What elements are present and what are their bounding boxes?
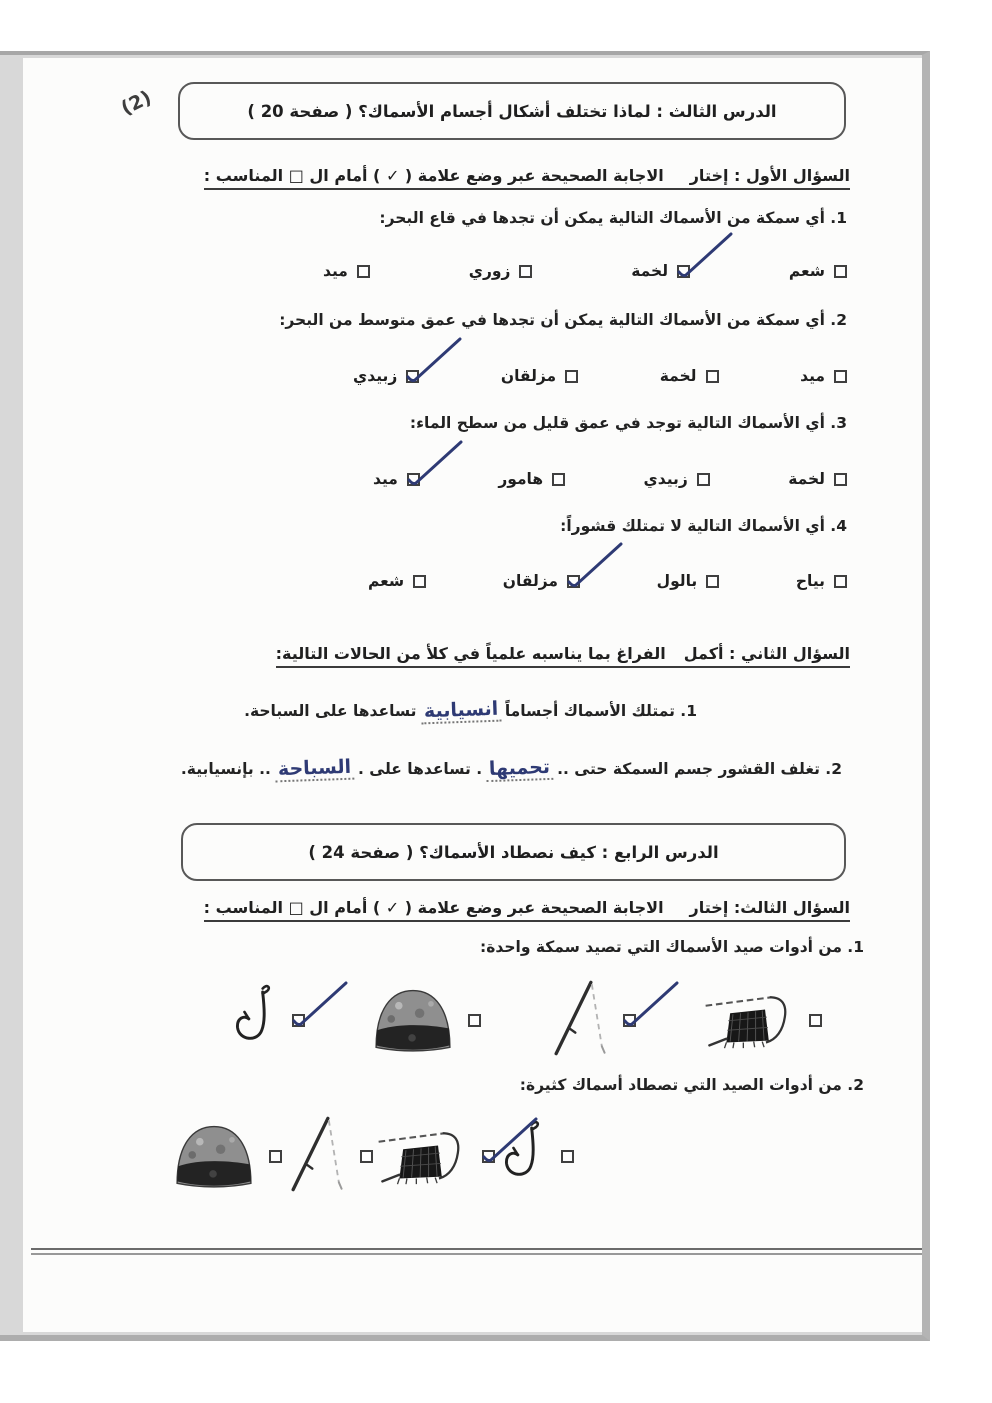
- checkbox[interactable]: [468, 1014, 481, 1027]
- tool-question-text: 1. من أدوات صيد الأسماك التي تصيد سمكة واحدة:: [480, 938, 864, 956]
- gargoor-trap-icon: [370, 983, 456, 1053]
- printed-text: .. بإنسيابية.: [180, 760, 271, 778]
- mc-option[interactable]: [789, 262, 847, 280]
- fill-blank-line: [244, 697, 697, 723]
- mc-option[interactable]: [469, 262, 533, 280]
- mc-options-row: [368, 564, 847, 598]
- scanned-worksheet: [0, 51, 930, 1341]
- lesson3-title-box: [178, 82, 846, 140]
- checkbox[interactable]: [834, 473, 847, 486]
- mc-options-row: [373, 462, 847, 496]
- checkbox[interactable]: [623, 1014, 636, 1027]
- header-part: الفراغ بما يناسبه علمياً في كلأ من الحالات التالية:: [275, 644, 666, 663]
- checkbox[interactable]: [519, 265, 532, 278]
- checkbox[interactable]: [834, 265, 847, 278]
- mc-option[interactable]: [644, 470, 710, 488]
- option-label: مزلقان: [502, 572, 559, 590]
- question-three-header: [204, 898, 850, 922]
- checkbox[interactable]: [834, 575, 847, 588]
- handwritten-check-icon: [402, 438, 466, 490]
- lesson4-title: الدرس الرابع : كيف نصطاد الأسماك؟ ( صفحة 24 ): [308, 842, 719, 862]
- option-label: بياح: [795, 572, 825, 590]
- fishing-rod-icon: [284, 1111, 348, 1197]
- mc-question-text: 3. أي الأسماك التالية توجد في عمق قليل من سطح الماء:: [409, 414, 847, 432]
- tool-image: [547, 975, 611, 1065]
- header-part: الاجابة الصحيحة عبر وضع علامة ( ✓ ) أمام ال □ المناسب :: [203, 898, 664, 917]
- mc-option[interactable]: [368, 572, 426, 590]
- handwritten-check-icon: [618, 979, 682, 1031]
- fishing-net-icon: [374, 1121, 470, 1187]
- lesson4-title-box: [181, 823, 846, 881]
- option-label: شعم: [788, 262, 825, 280]
- header-part: السؤال الثالث: إختار: [689, 898, 850, 917]
- tool-option[interactable]: [284, 1111, 373, 1201]
- mc-option[interactable]: [788, 470, 847, 488]
- checkbox[interactable]: [360, 1150, 373, 1163]
- printed-text: 2. تغلف القشور جسم السمكة حتى ..: [557, 760, 842, 778]
- handwritten-answer[interactable]: انسيابية: [420, 699, 501, 725]
- option-label: لخمة: [788, 470, 825, 488]
- mc-option[interactable]: [323, 262, 370, 280]
- checkbox[interactable]: [269, 1150, 282, 1163]
- fishing-hook-icon: [228, 979, 280, 1057]
- handwritten-answer[interactable]: تحميها: [486, 757, 554, 782]
- checkbox[interactable]: [413, 575, 426, 588]
- handwritten-check-icon: [562, 540, 626, 592]
- header-part: الاجابة الصحيحة عبر وضع علامة ( ✓ ) أمام ال □ المناسب :: [203, 166, 664, 185]
- question-two-header: [276, 644, 850, 668]
- handwritten-page-number: (2): [117, 86, 155, 120]
- bottom-divider: [31, 1248, 922, 1255]
- mc-option[interactable]: [800, 367, 847, 385]
- mc-option[interactable]: [657, 572, 720, 590]
- fishing-net-icon: [701, 985, 797, 1051]
- printed-text: تساعدها على السباحة.: [244, 702, 417, 720]
- tool-image: [701, 985, 797, 1055]
- tool-options-row: [228, 974, 822, 1066]
- tool-image: [284, 1111, 348, 1201]
- tool-image: [374, 1121, 470, 1191]
- option-label: ميد: [323, 262, 348, 280]
- option-label: ميد: [800, 367, 825, 385]
- handwritten-check-icon: [287, 979, 351, 1031]
- tool-option[interactable]: [370, 983, 481, 1057]
- checkbox[interactable]: [357, 265, 370, 278]
- tool-image: [171, 1119, 257, 1193]
- tool-image: [370, 983, 456, 1057]
- printed-text: 1. تمتلك الأسماك أجساماً: [504, 702, 697, 720]
- mc-option[interactable]: [503, 572, 580, 590]
- option-label: ميد: [373, 470, 398, 488]
- mc-options-row: [323, 254, 847, 288]
- option-label: شعم: [368, 572, 405, 590]
- checkbox[interactable]: [834, 370, 847, 383]
- mc-options-row: [353, 359, 847, 393]
- tool-option[interactable]: [374, 1121, 495, 1191]
- checkbox[interactable]: [292, 1014, 305, 1027]
- mc-option[interactable]: [353, 367, 419, 385]
- worksheet-page: [23, 58, 922, 1332]
- fishing-hook-icon: [497, 1115, 549, 1193]
- fishing-rod-icon: [547, 975, 611, 1061]
- mc-option[interactable]: [796, 572, 847, 590]
- mc-option[interactable]: [660, 367, 719, 385]
- checkbox[interactable]: [482, 1150, 495, 1163]
- checkbox[interactable]: [407, 473, 420, 486]
- option-label: بالول: [656, 572, 698, 590]
- header-part: السؤال الأول : إختار: [689, 166, 850, 185]
- checkbox[interactable]: [809, 1014, 822, 1027]
- option-label: هامور: [498, 470, 544, 488]
- tool-option[interactable]: [497, 1115, 574, 1197]
- tool-option[interactable]: [701, 985, 822, 1055]
- checkbox[interactable]: [567, 575, 580, 588]
- tool-options-row: [171, 1110, 574, 1202]
- mc-option[interactable]: [631, 262, 690, 280]
- question-one-header: [204, 166, 850, 190]
- printed-text: . تساعدها على .: [358, 760, 483, 778]
- mc-question-text: 1. أي سمكة من الأسماك التالية يمكن أن تجدها في قاع البحر:: [379, 209, 847, 227]
- checkbox[interactable]: [552, 473, 565, 486]
- mc-question-text: 4. أي الأسماك التالية لا تمتلك قشوراً:: [560, 517, 847, 535]
- checkbox[interactable]: [697, 473, 710, 486]
- option-label: لخمة: [631, 262, 669, 280]
- tool-image: [497, 1115, 549, 1197]
- option-label: زبيدي: [353, 367, 398, 385]
- tool-option[interactable]: [547, 975, 636, 1065]
- handwritten-check-icon: [401, 335, 465, 387]
- tool-image: [228, 979, 280, 1061]
- tool-option[interactable]: [228, 979, 305, 1061]
- option-label: لخمة: [659, 367, 697, 385]
- checkbox[interactable]: [677, 265, 690, 278]
- mc-question-text: 2. أي سمكة من الأسماك التالية يمكن أن تجدها في عمق متوسط من البحر:: [279, 311, 847, 329]
- handwritten-check-icon: [672, 230, 736, 282]
- lesson3-title: الدرس الثالث : لماذا تختلف أشكال أجسام الأسماك؟ ( صفحة 20 ): [247, 101, 777, 121]
- checkbox[interactable]: [706, 575, 719, 588]
- fill-blank-line: [180, 755, 842, 781]
- option-label: زبيدي: [643, 470, 688, 488]
- mc-option[interactable]: [498, 470, 565, 488]
- mc-option[interactable]: [373, 470, 420, 488]
- checkbox[interactable]: [706, 370, 719, 383]
- checkbox[interactable]: [565, 370, 578, 383]
- checkbox[interactable]: [561, 1150, 574, 1163]
- mc-option[interactable]: [501, 367, 578, 385]
- gargoor-trap-icon: [171, 1119, 257, 1189]
- option-label: زوري: [468, 262, 511, 280]
- tool-question-text: 2. من أدوات الصيد التي تصطاد أسماك كثيرة:: [519, 1076, 864, 1094]
- header-part: السؤال الثاني : أكمل: [683, 644, 850, 663]
- tool-option[interactable]: [171, 1119, 282, 1193]
- handwritten-answer[interactable]: السباحة: [275, 757, 355, 783]
- option-label: مزلقان: [500, 367, 557, 385]
- checkbox[interactable]: [406, 370, 419, 383]
